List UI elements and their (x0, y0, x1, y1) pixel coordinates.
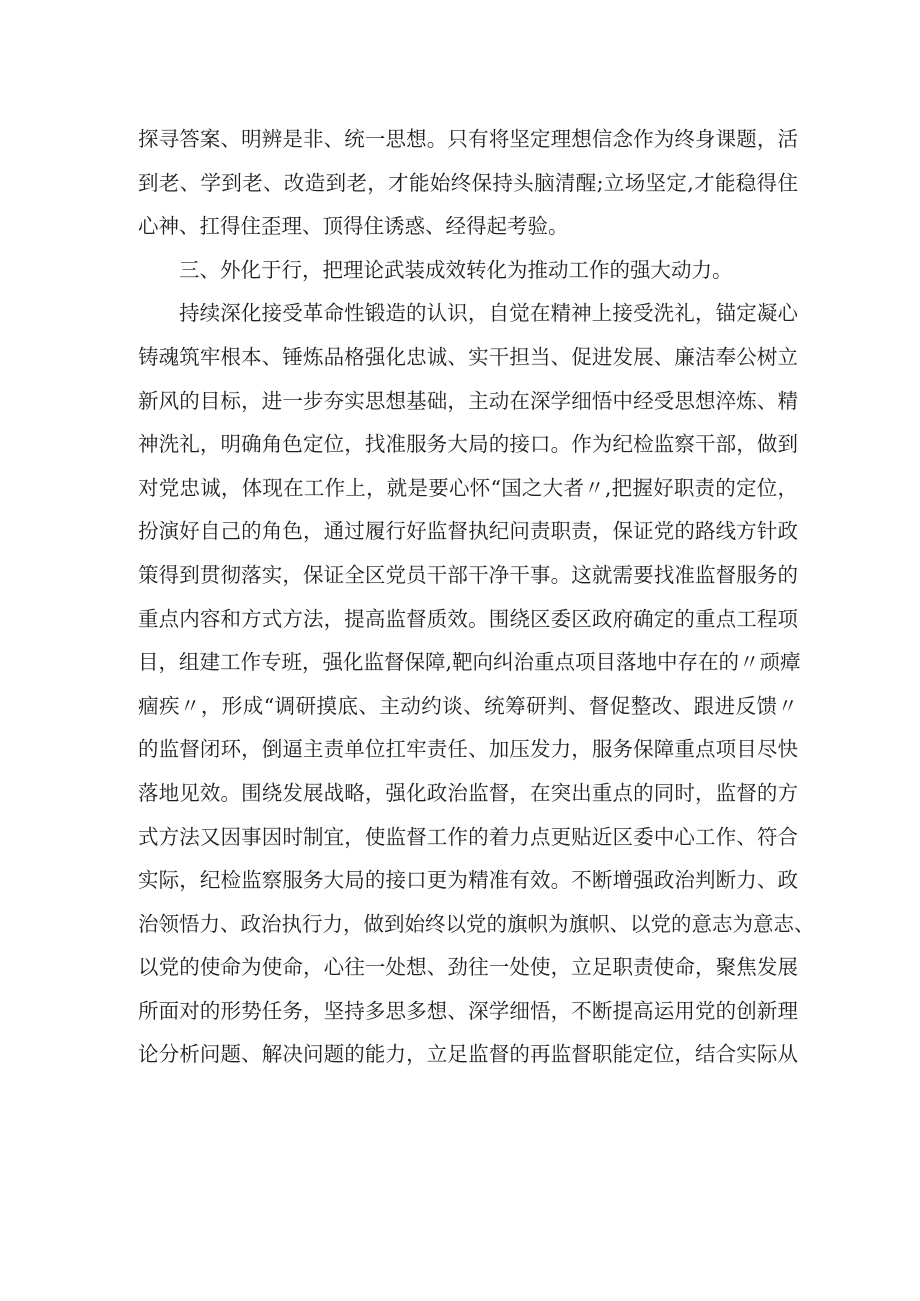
document-body (138, 118, 815, 1077)
text-line: 探寻答案、明辨是非、统一思想。只有将坚定理想信念作为终身课题，活 (138, 127, 798, 151)
heading-line: 三、外化于行，把理论武装成效转化为推动工作的强大动力。 (179, 257, 733, 282)
text-line: 式方法又因事因时制宜，使监督工作的着力点更贴近区委中心工作、符合 (138, 824, 798, 849)
text-line: 铸魂筑牢根本、锤炼品格强化忠诚、实干担当、促进发展、廉洁奉公树立 (138, 344, 798, 369)
text-line: 持续深化接受革命性锻造的认识，自觉在精神上接受洗礼，锚定凝心 (179, 301, 798, 326)
text-line: 论分析问题、解决问题的能力，立足监督的再监督职能定位，结合实际从 (138, 1042, 798, 1067)
paragraph-body (138, 292, 815, 1077)
text-line: 落地见效。围绕发展战略，强化政治监督，在突出重点的同时，监督的方 (138, 780, 798, 805)
text-line: 痼疾〃，形成“调研摸底、主动约谈、统筹研判、督促整改、跟进反馈〃 (138, 693, 798, 718)
text-line: 重点内容和方式方法，提高监督质效。围绕区委区政府确定的重点工程项 (138, 606, 798, 631)
text-line: 扮演好自己的角色，通过履行好监督执纪问责职责，保证党的路线方针政 (138, 519, 798, 544)
section-heading (138, 249, 798, 293)
text-line: 对党忠诚，体现在工作上，就是要心怀“国之大者〃,把握好职责的定位， (138, 475, 798, 500)
paragraph-continuation (138, 118, 798, 249)
text-line: 以党的使命为使命，心往一处想、劲往一处使，立足职责使命，聚焦发展 (138, 955, 798, 980)
text-line: 所面对的形势任务，坚持多思多想、深学细悟，不断提高运用党的创新理 (138, 998, 798, 1023)
text-line: 实际，纪检监察服务大局的接口更为精准有效。不断增强政治判断力、政 (138, 868, 798, 893)
text-line: 神洗礼，明确角色定位，找准服务大局的接口。作为纪检监察干部，做到 (138, 432, 798, 457)
text-line: 策得到贯彻落实，保证全区党员干部干净干事。这就需要找准监督服务的 (138, 562, 798, 587)
text-line: 到老、学到老、改造到老，才能始终保持头脑清醒;立场坚定,才能稳得住 (138, 170, 798, 195)
text-line: 心神、扛得住歪理、顶得住诱惑、经得起考验。 (138, 214, 569, 239)
text-line: 目，组建工作专班，强化监督保障,靶向纠治重点项目落地中存在的〃顽瘴 (138, 650, 801, 675)
text-line: 的监督闭环，倒逼主责单位扛牢责任、加压发力，服务保障重点项目尽快 (138, 737, 798, 762)
text-line: 新风的目标，进一步夯实思想基础，主动在深学细悟中经受思想淬炼、精 (138, 388, 798, 413)
text-line: 治领悟力、政治执行力，做到始终以党的旗帜为旗帜、以党的意志为意志、 (138, 911, 815, 936)
